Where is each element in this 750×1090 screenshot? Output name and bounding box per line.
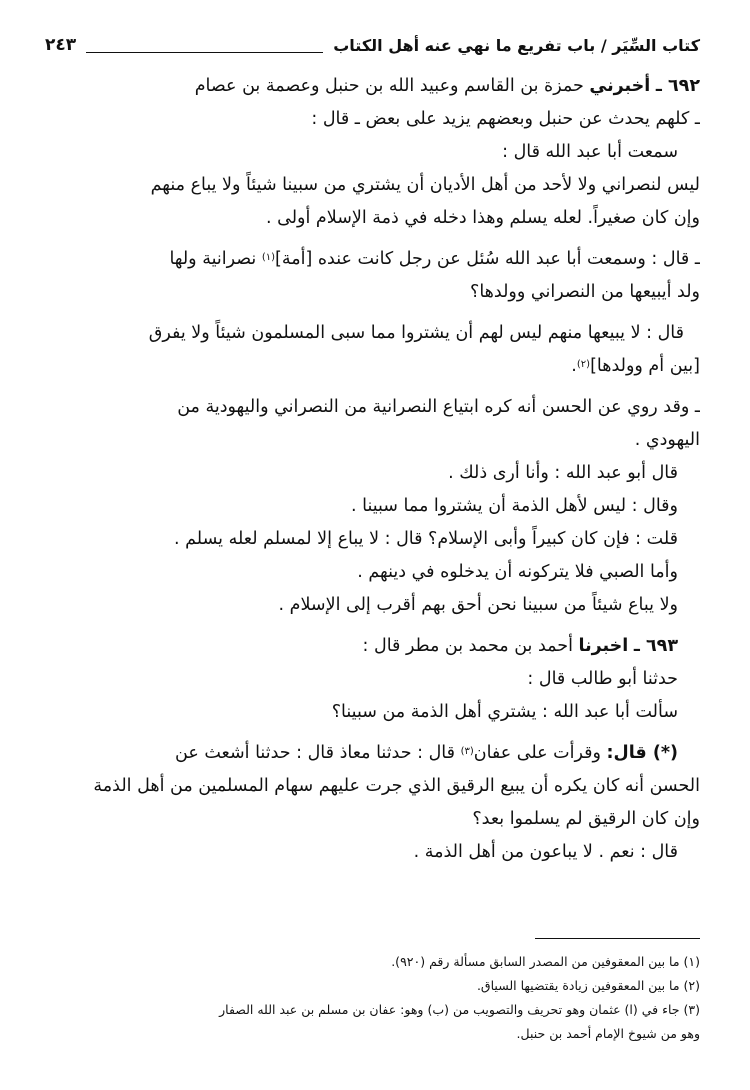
footnotes (45, 950, 700, 1046)
text-line: ـ وقد روي عن الحسن أنه كره ابتياع النصرانية من النصراني واليهودية من (177, 397, 700, 417)
header-title: كتاب السِّيَر / باب تفريع ما نهي عنه أهل الكتاب (333, 35, 700, 55)
footnote: (٣) جاء في (ا) عثمان وهو تحريف والتصويب من (ب) وهو: عفان بن مسلم بن عبد الله الصفار (219, 1002, 700, 1017)
text-line: قال : لا يبيعها منهم ليس لهم أن يشتروا مما سبى المسلمون شيئاً ولا يفرق (148, 323, 684, 343)
text-line: [بين أم وولدها]$^{(٢)}$. (571, 356, 700, 376)
text-line: ـ كلهم يحدث عن حنبل وبعضهم يزيد على بعض ـ قال : (311, 109, 700, 129)
footnote: وهو من شيوخ الإمام أحمد بن حنبل. (516, 1026, 700, 1041)
narration-verb: أخبرني (589, 76, 651, 96)
text-line: ولد أيبيعها من النصراني وولدها؟ (470, 282, 700, 302)
text-line: (*) قال: وقرأت على عفان$^{(٣)}$ قال : حدثنا معاذ قال : حدثنا أشعث عن (175, 743, 678, 763)
text-line: ليس لنصراني ولا لأحد من أهل الأديان أن يشتري من سبينا شيئاً ولا يباع منهم (150, 175, 700, 195)
text-line: وإن كان صغيراً. لعله يسلم وهذا دخله في ذمة الإسلام أولى . (266, 208, 700, 228)
text-line: ـ قال : وسمعت أبا عبد الله سُئل عن رجل كانت عنده [أمة]$^{(١)}$ نصرانية ولها (169, 249, 700, 269)
text-line: الحسن أنه كان يكره أن يبيع الرقيق الذي جرت عليهم سهام المسلمين من أهل الذمة (93, 776, 700, 796)
main-text (45, 70, 700, 869)
footnote-divider (535, 938, 700, 939)
text-line: ولا يباع شيئاً من سبينا نحن أحق بهم أقرب إلى الإسلام . (278, 595, 678, 615)
text-line: حدثنا أبو طالب قال : (527, 669, 678, 689)
text-line: قلت : فإن كان كبيراً وأبى الإسلام؟ قال : لا يباع إلا لمسلم لعله يسلم . (174, 529, 678, 549)
note-label: (*) قال: (606, 743, 678, 763)
page-number: ٢٤٣ (45, 35, 77, 55)
header-rule (86, 38, 323, 53)
text-line: سمعت أبا عبد الله قال : (502, 142, 678, 162)
text-line: قال أبو عبد الله : وأنا أرى ذلك . (448, 463, 678, 483)
narration-number: ٦٩٢ ـ (655, 76, 700, 96)
footnote: (٢) ما بين المعقوفين زيادة يقتضيها السياق. (476, 978, 700, 993)
footnote-marker: (٢) (576, 359, 591, 370)
footnote: (١) ما بين المعقوفين من المصدر السابق مسألة رقم (٩٢٠). (391, 954, 700, 969)
text-line: وقال : ليس لأهل الذمة أن يشتروا مما سبينا . (350, 496, 678, 516)
running-header (45, 28, 700, 62)
narration-number: ٦٩٣ ـ (633, 636, 678, 656)
text-line: سألت أبا عبد الله : يشتري أهل الذمة من سبينا؟ (331, 702, 678, 722)
footnote-marker: (١) (261, 252, 276, 263)
text-line: ٦٩٣ ـ اخبرنا أحمد بن محمد بن مطر قال : (362, 636, 678, 656)
page (45, 28, 700, 1041)
text-line: اليهودي . (634, 430, 700, 450)
text-line: ٦٩٢ ـ أخبرني حمزة بن القاسم وعبيد الله بن حنبل وعصمة بن عصام (194, 76, 700, 96)
text-line: قال : نعم . لا يباعون من أهل الذمة . (413, 842, 678, 862)
text-line: وأما الصبي فلا يتركونه أن يدخلوه في دينهم . (357, 562, 678, 582)
narration-verb: اخبرنا (578, 636, 629, 656)
text-line: وإن كان الرقيق لم يسلموا بعد؟ (472, 809, 700, 829)
footnote-marker: (٣) (460, 746, 474, 757)
